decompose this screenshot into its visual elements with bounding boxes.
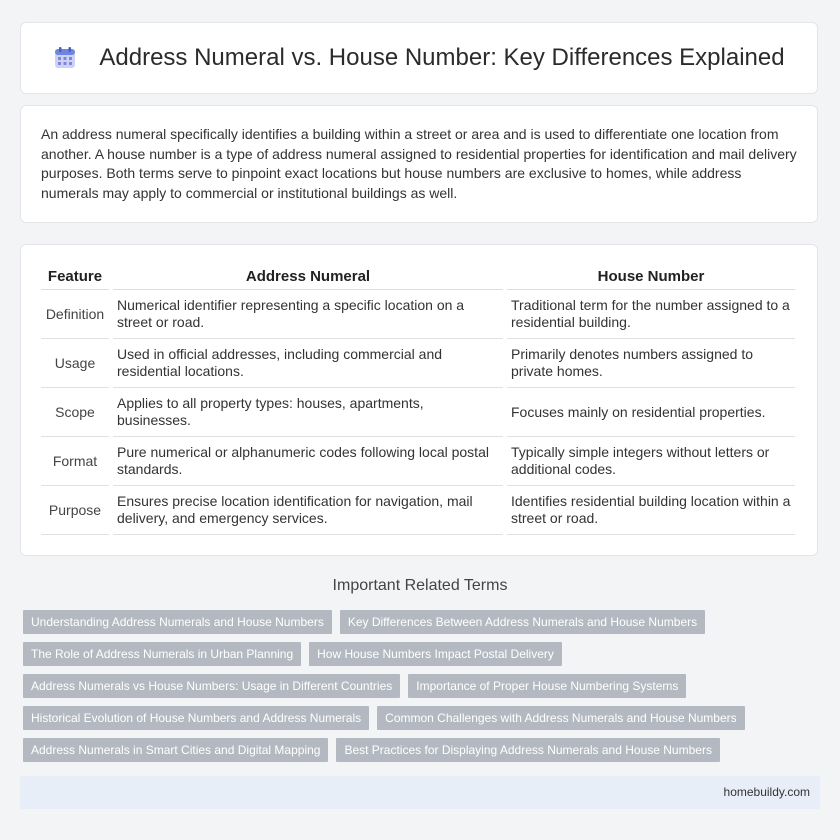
intro-text: An address numeral specifically identifies a building within a street or area and is used to differentiate one location from another. A house number is a type of address numeral assigned to residential properties for identification and mail delivery purposes. Both terms serve to pinpoint exact locations but house numbers are exclusive to homes, while address numerals may apply to commercial or institutional buildings as well. bbox=[41, 126, 797, 201]
related-term-tag[interactable]: Understanding Address Numerals and House Numbers bbox=[23, 610, 332, 634]
related-term-tag[interactable]: Key Differences Between Address Numerals and House Numbers bbox=[340, 610, 705, 634]
comparison-card bbox=[20, 244, 818, 556]
row-house-number: Primarily denotes numbers assigned to private homes. bbox=[507, 339, 795, 388]
table-header-row bbox=[41, 263, 795, 290]
footer-site-link[interactable]: homebuildy.com bbox=[723, 785, 810, 799]
intro-card bbox=[20, 105, 818, 223]
related-term-tag[interactable]: Importance of Proper House Numbering Systems bbox=[408, 674, 686, 698]
row-feature: Purpose bbox=[41, 486, 109, 535]
table-row bbox=[41, 486, 795, 535]
related-terms-title: Important Related Terms bbox=[332, 577, 508, 594]
comparison-table bbox=[37, 263, 799, 535]
related-term-tag[interactable]: Address Numerals vs House Numbers: Usage in Different Countries bbox=[23, 674, 400, 698]
related-term-tag[interactable]: The Role of Address Numerals in Urban Planning bbox=[23, 642, 301, 666]
related-term-tag[interactable]: How House Numbers Impact Postal Delivery bbox=[309, 642, 562, 666]
header-feature: Feature bbox=[41, 263, 109, 290]
row-feature: Format bbox=[41, 437, 109, 486]
row-house-number: Identifies residential building location within a street or road. bbox=[507, 486, 795, 535]
calendar-icon bbox=[53, 46, 77, 70]
related-term-tag[interactable]: Common Challenges with Address Numerals and House Numbers bbox=[377, 706, 745, 730]
related-term-tag[interactable]: Best Practices for Displaying Address Numerals and House Numbers bbox=[336, 738, 720, 762]
page-header bbox=[20, 22, 818, 94]
table-row bbox=[41, 339, 795, 388]
row-house-number: Traditional term for the number assigned to a residential building. bbox=[507, 290, 795, 339]
row-address-numeral: Applies to all property types: houses, apartments, businesses. bbox=[113, 388, 503, 437]
row-feature: Usage bbox=[41, 339, 109, 388]
related-term-tag[interactable]: Address Numerals in Smart Cities and Digital Mapping bbox=[23, 738, 328, 762]
header-house-number: House Number bbox=[507, 263, 795, 290]
table-row bbox=[41, 388, 795, 437]
row-feature: Definition bbox=[41, 290, 109, 339]
related-terms-list bbox=[23, 610, 823, 770]
row-feature: Scope bbox=[41, 388, 109, 437]
table-row bbox=[41, 290, 795, 339]
related-term-tag[interactable]: Historical Evolution of House Numbers and Address Numerals bbox=[23, 706, 369, 730]
row-address-numeral: Used in official addresses, including commercial and residential locations. bbox=[113, 339, 503, 388]
table-row bbox=[41, 437, 795, 486]
row-address-numeral: Ensures precise location identification for navigation, mail delivery, and emergency services. bbox=[113, 486, 503, 535]
page-title: Address Numeral vs. House Number: Key Differences Explained bbox=[99, 44, 785, 71]
row-address-numeral: Pure numerical or alphanumeric codes following local postal standards. bbox=[113, 437, 503, 486]
row-house-number: Typically simple integers without letters or additional codes. bbox=[507, 437, 795, 486]
row-address-numeral: Numerical identifier representing a specific location on a street or road. bbox=[113, 290, 503, 339]
row-house-number: Focuses mainly on residential properties. bbox=[507, 388, 795, 437]
footer bbox=[20, 776, 820, 809]
header-address-numeral: Address Numeral bbox=[113, 263, 503, 290]
